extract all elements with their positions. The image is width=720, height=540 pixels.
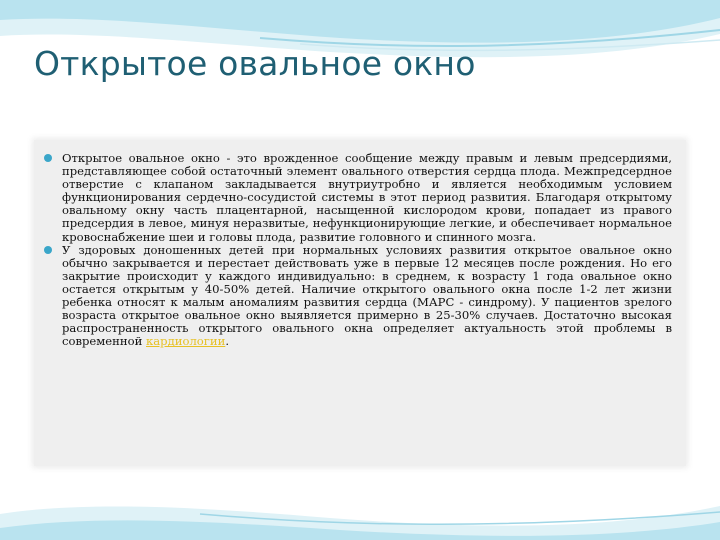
bullet-list <box>34 140 686 348</box>
bullet-text-2-end: . <box>225 334 230 349</box>
cardiology-link[interactable]: кардиологии <box>146 334 226 349</box>
content-box <box>34 140 686 466</box>
bullet-item-1 <box>62 152 672 244</box>
bullet-text-2: У здоровых доношенных детей при нормальных условиях развития открытое овальное окно обычно закрывается и перестает действовать уже в первые 12 месяцев после рождения. Но его закрытие происходит у каждого индивидуально: в среднем, к возрасту 1 года овальное окно остается открытым у 40-50% детей. Наличие открытого овального окна после 1-2 лет жизни ребенка относят к малым аномалиям развития сердца (МАРС - синдрому). У пациентов зрелого возраста открытое овальное окно выявляется примерно в 25-30% случаев. Достаточно высокая распространенность открытого овального окна определяет актуальность этой проблемы в современной <box>62 242 672 349</box>
bullet-icon <box>44 246 52 254</box>
bullet-text-1: Открытое овальное окно - это врожденное сообщение между правым и левым предсердиями, представляющее собой остаточный элемент овального отверстия сердца плода. Межпредсердное отверстие с клапаном закладывается внутриутробно и является необходимым условием функционирования сердечно-сосудистой системы в этот период развития. Благодаря открытому овальному окну часть плацентарной, насыщенной кислородом крови, попадает из правого предсердия в левое, минуя неразвитые, нефункционирующие легкие, и обеспечивает нормальное кровоснабжение шеи и головы плода, развитие головного и спинного мозга. <box>62 151 672 244</box>
slide-title: Открытое овальное окно <box>34 44 476 83</box>
bullet-icon <box>44 154 52 162</box>
bullet-item-2 <box>62 244 672 349</box>
